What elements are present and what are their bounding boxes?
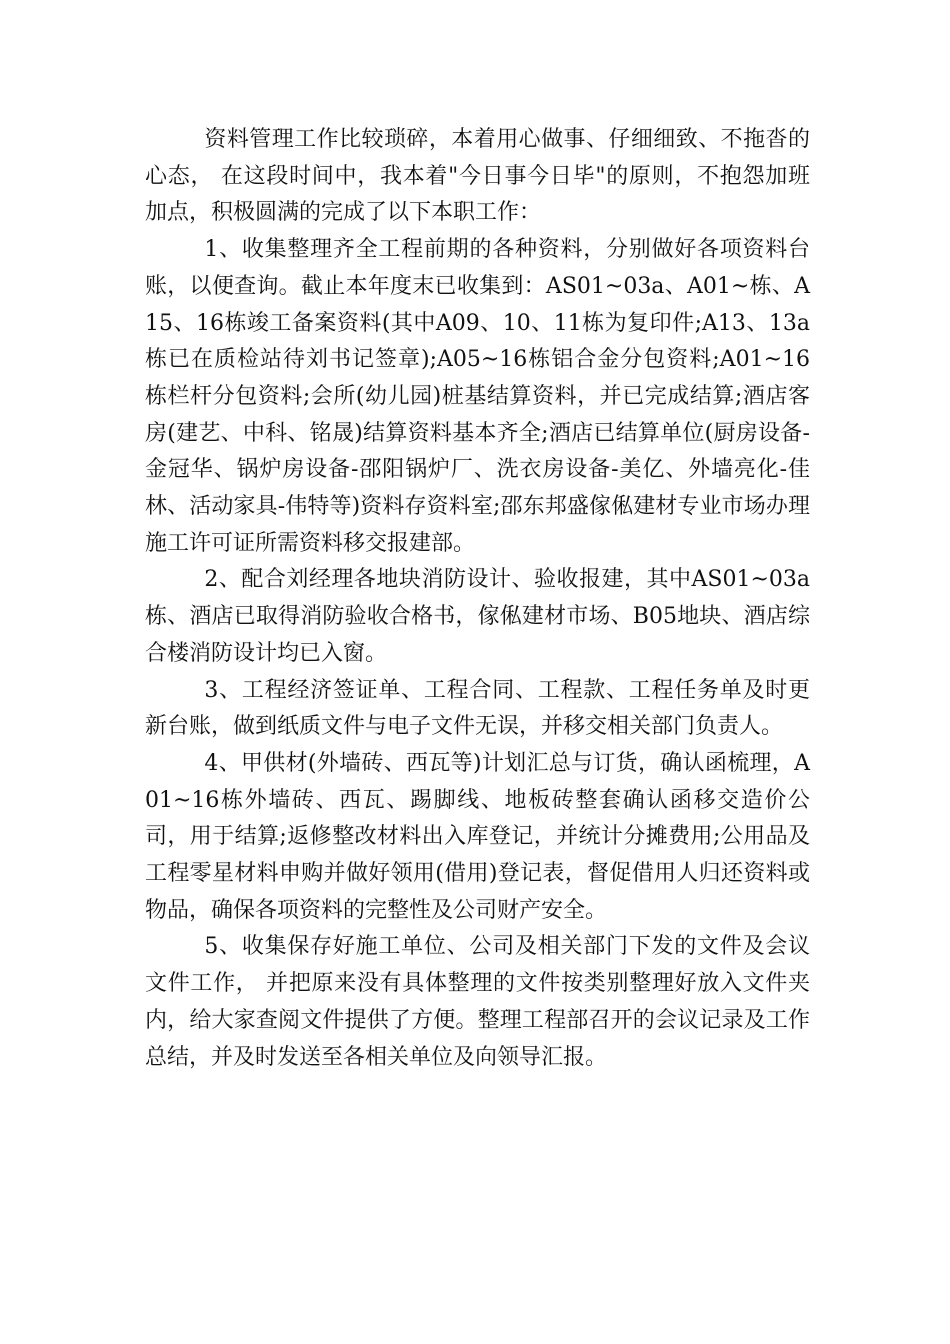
paragraph-item-5: 5、收集保存好施工单位、公司及相关部门下发的文件及会议文件工作， 并把原来没有具体整理的文件按类别整理好放入文件夹内，给大家查阅文件提供了方便。整理工程部召开的会议记录及工作总结，并及时发送至各相关单位及向领导汇报。 — [145, 934, 810, 1070]
document-body — [145, 122, 810, 1076]
paragraph-item-3: 3、工程经济签证单、工程合同、工程款、工程任务单及时更新台账，做到纸质文件与电子文件无误，并移交相关部门负责人。 — [145, 677, 810, 740]
paragraph-item-1: 1、收集整理齐全工程前期的各种资料，分别做好各项资料台账，以便查询。截止本年度末已收集到：AS01~03a、A01~栋、A15、16栋竣工备案资料(其中A09、10、11栋为复印件;A13、13a栋已在质检站待刘书记签章);A05~16栋铝合金分包资料;A01~16栋栏杆分包资料;会所(幼儿园)桩基结算资料，并已完成结算;酒店客房(建艺、中科、铭晟)结算资料基本齐全;酒店已结算单位(厨房设备-金冠华、锅炉房设备-邵阳锅炉厂、洗衣房设备-美亿、外墙亮化-佳林、活动家具-伟特等)资料存资料室;邵东邦盛傢俬建材专业市场办理施工许可证所需资料移交报建部。 — [145, 237, 810, 556]
paragraph-item-4: 4、甲供材(外墙砖、西瓦等)计划汇总与订货，确认函梳理，A01~16栋外墙砖、西瓦、踢脚线、地板砖整套确认函移交造价公司，用于结算;返修整改材料出入库登记，并统计分摊费用;公用品及工程零星材料申购并做好领用(借用)登记表，督促借用人归还资料或物品，确保各项资料的完整性及公司财产安全。 — [145, 750, 810, 923]
paragraph-intro: 资料管理工作比较琐碎，本着用心做事、仔细细致、不拖沓的心态， 在这段时间中，我本着"今日事今日毕"的原则，不抱怨加班加点，积极圆满的完成了以下本职工作： — [145, 127, 810, 226]
paragraph-item-2: 2、配合刘经理各地块消防设计、验收报建，其中AS01~03a栋、酒店已取得消防验收合格书，傢俬建材市场、B05地块、酒店综合楼消防设计均已入窗。 — [145, 567, 810, 666]
